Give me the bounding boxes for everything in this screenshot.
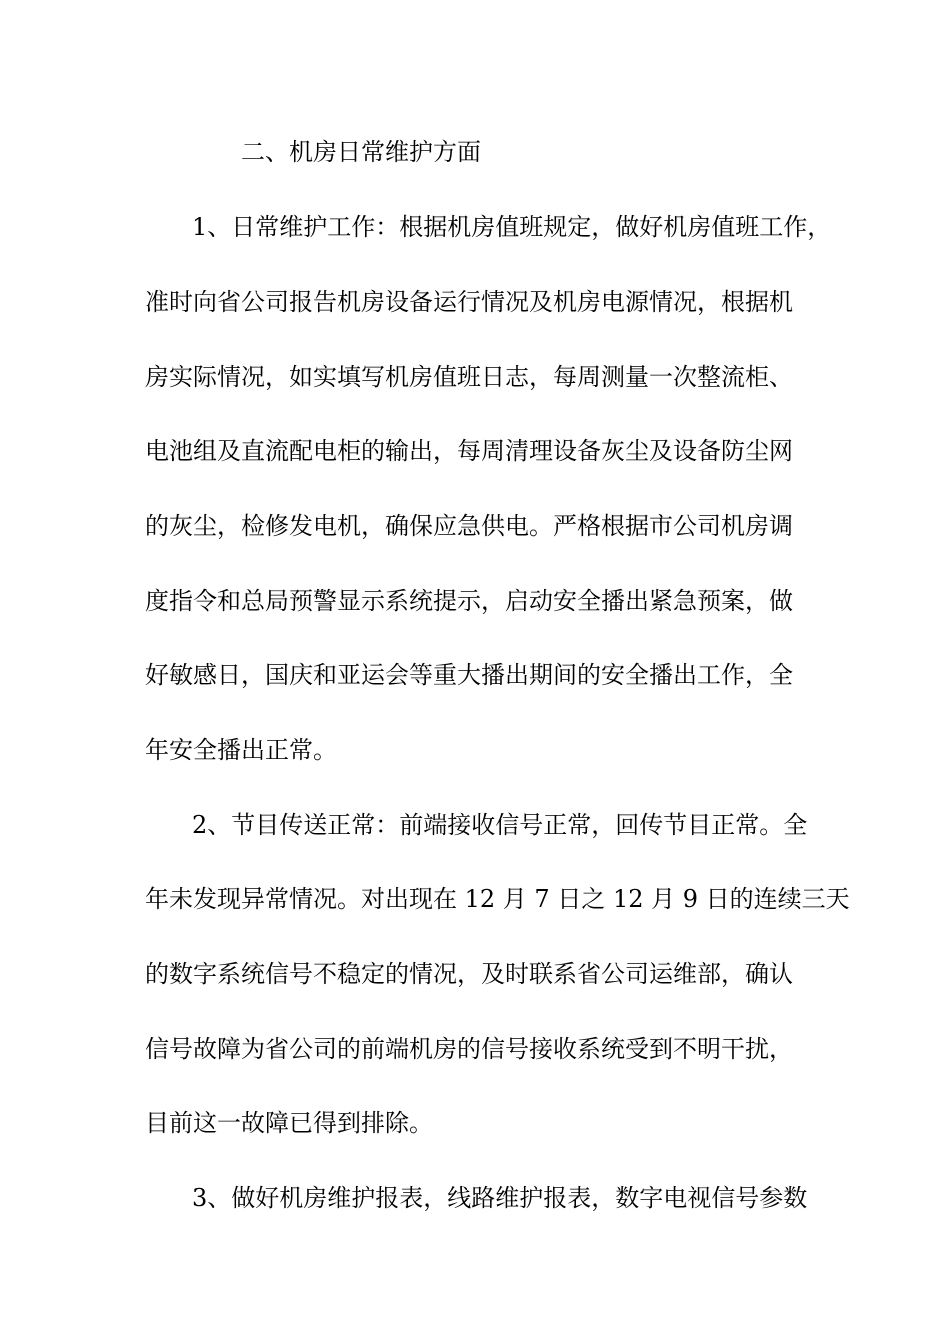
paragraph-line: 的灰尘，检修发电机，确保应急供电。严格根据市公司机房调: [145, 512, 793, 540]
paragraph-line: 电池组及直流配电柜的输出，每周清理设备灰尘及设备防尘网: [145, 437, 793, 465]
section-heading: 二、机房日常维护方面: [241, 138, 481, 166]
paragraph-line: 准时向省公司报告机房设备运行情况及机房电源情况，根据机: [145, 288, 793, 316]
paragraph-line: 1、日常维护工作：根据机房值班规定，做好机房值班工作，: [192, 213, 832, 241]
paragraph-line: 的数字系统信号不稳定的情况，及时联系省公司运维部，确认: [145, 960, 793, 988]
paragraph-line: 好敏感日，国庆和亚运会等重大播出期间的安全播出工作，全: [145, 661, 793, 689]
paragraph-line: 度指令和总局预警显示系统提示，启动安全播出紧急预案，做: [145, 587, 793, 615]
paragraph-line: 年安全播出正常。: [145, 736, 337, 764]
paragraph-line: 目前这一故障已得到排除。: [145, 1109, 433, 1137]
paragraph-line: 信号故障为省公司的前端机房的信号接收系统受到不明干扰，: [145, 1035, 793, 1063]
paragraph-line: 2、节目传送正常：前端接收信号正常，回传节目正常。全: [192, 811, 808, 839]
paragraph-line: 3、做好机房维护报表，线路维护报表，数字电视信号参数: [192, 1184, 808, 1212]
paragraph-line: 房实际情况，如实填写机房值班日志，每周测量一次整流柜、: [145, 363, 793, 391]
paragraph-line: 年未发现异常情况。对出现在 12 月 7 日之 12 月 9 日的连续三天: [145, 885, 850, 913]
